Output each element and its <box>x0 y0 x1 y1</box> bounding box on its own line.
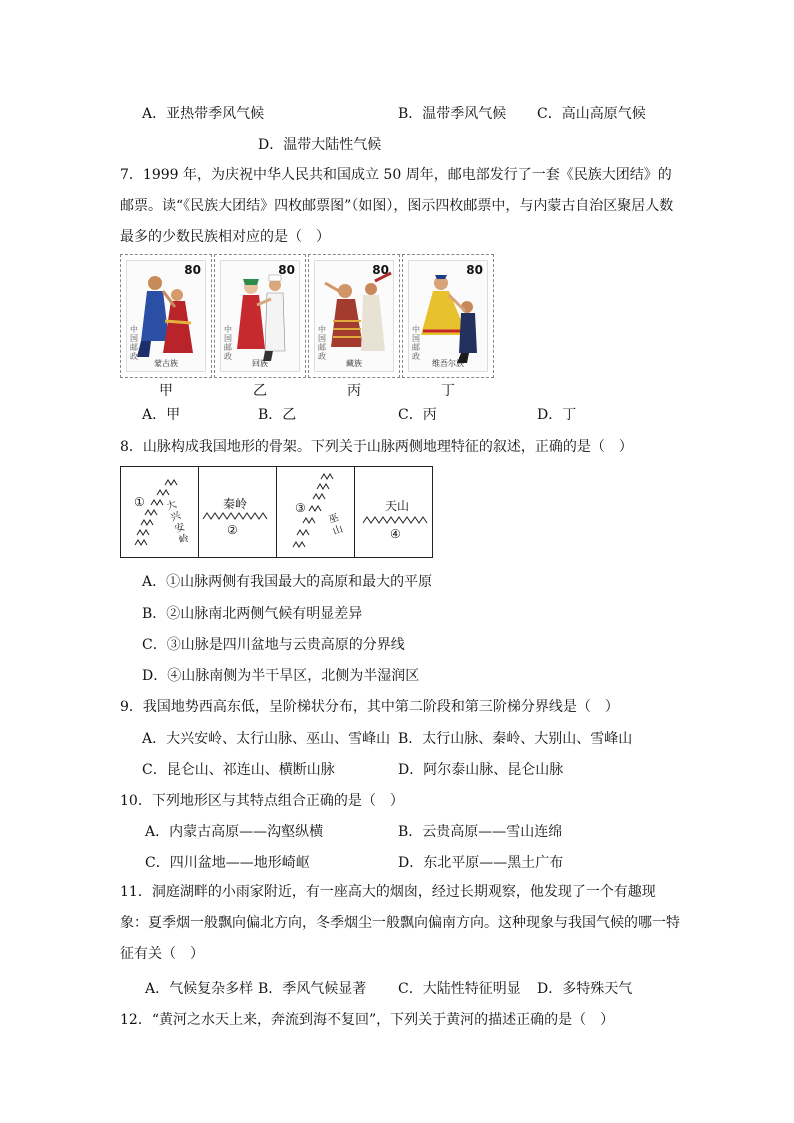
stamp-caption: 丁 <box>441 383 455 399</box>
stamp-mongol <box>120 254 212 378</box>
mountain-2-symbols <box>199 467 277 557</box>
stamp-post-label: 中国邮政 <box>412 325 420 361</box>
mountain-3-name: 巫山 <box>327 512 345 538</box>
q10-option-c: C．四川盆地——地形崎岖 <box>145 855 310 871</box>
stamp-post-label: 中国邮政 <box>130 325 138 361</box>
mountain-1-number: ① <box>134 495 145 509</box>
mountain-1-name: 大兴安岭 <box>165 499 191 547</box>
stamp-post-label: 中国邮政 <box>318 325 326 361</box>
q7-option-c: C．丙 <box>398 407 437 423</box>
q6-option-b: B．温带季风气候 <box>398 106 507 122</box>
mountain-4-name: 天山 <box>385 499 410 513</box>
diagram-cell-2 <box>199 467 277 557</box>
stamp-hui <box>214 254 306 378</box>
stamp-uyghur <box>402 254 494 378</box>
mountain-4-number: ④ <box>390 527 401 541</box>
q9-option-d: D．阿尔泰山脉、昆仑山脉 <box>398 762 564 778</box>
q8-option-a: A．①山脉两侧有我国最大的高原和最大的平原 <box>142 574 433 590</box>
q11-option-b: B．季风气候显著 <box>258 981 367 997</box>
q7-stem: 7．1999 年，为庆祝中华人民共和国成立 50 周年，邮电部发行了一套《民族大团结》的邮票。读“《民族大团结》四枚邮票图”（如图），图示四枚邮票中，与内蒙古自治区聚居人数最多的少数民族相对应的是（ ） <box>120 167 674 245</box>
mountain-range-diagram <box>120 466 433 558</box>
stamp-price: 80 <box>372 263 389 277</box>
diagram-cell-4 <box>355 467 432 557</box>
q9-stem: 9．我国地势西高东低，呈阶梯状分布，其中第二阶段和第三阶梯分界线是（ ） <box>120 699 619 715</box>
q11-option-d: D．多特殊天气 <box>537 981 633 997</box>
stamp-price: 80 <box>466 263 483 277</box>
q6-option-c: C．高山高原气候 <box>537 106 646 122</box>
q12-stem: 12．“黄河之水天上来，奔流到海不复回”，下列关于黄河的描述正确的是（ ） <box>120 1012 615 1028</box>
q7-option-a: A．甲 <box>142 407 181 423</box>
stamp-caption: 乙 <box>253 383 267 399</box>
mountain-2-number: ② <box>227 523 238 537</box>
mountain-4-symbols <box>355 467 432 557</box>
q6-option-a: A．亚热带季风气候 <box>142 106 265 122</box>
stamp-post-label: 中国邮政 <box>224 325 232 361</box>
stamp-ethnic-name: 回族 <box>252 359 268 368</box>
q8-option-b: B．②山脉南北两侧气候有明显差异 <box>142 606 363 622</box>
stamp-price: 80 <box>184 263 201 277</box>
stamp-ethnic-name: 维吾尔族 <box>432 359 464 368</box>
q6-option-d: D．温带大陆性气候 <box>258 137 382 153</box>
q8-stem: 8．山脉构成我国地形的骨架。下列关于山脉两侧地理特征的叙述，正确的是（ ） <box>120 439 633 455</box>
stamp-caption: 甲 <box>159 383 173 399</box>
q11-stem: 11．洞庭湖畔的小雨家附近，有一座高大的烟囱，经过长期观察，他发现了一个有趣现象：夏季烟一般飘向偏北方向，冬季烟尘一般飘向偏南方向。这种现象与我国气候的哪一特征有关（ ） <box>120 884 680 962</box>
q8-option-c: C．③山脉是四川盆地与云贵高原的分界线 <box>142 637 405 653</box>
q9-option-a: A．大兴安岭、太行山脉、巫山、雪峰山 <box>142 731 391 747</box>
q10-option-a: A．内蒙古高原——沟壑纵横 <box>145 824 324 840</box>
q7-option-d: D．丁 <box>537 407 577 423</box>
q11-option-a: A．气候复杂多样 <box>145 981 254 997</box>
mountain-2-name: 秦岭 <box>223 497 248 511</box>
q8-option-d: D．④山脉南侧为半干旱区，北侧为半湿润区 <box>142 668 420 684</box>
q9-option-c: C．昆仑山、祁连山、横断山脉 <box>142 762 335 778</box>
q9-option-b: B．太行山脉、秦岭、大别山、雪峰山 <box>398 731 633 747</box>
mountain-3-number: ③ <box>295 501 306 515</box>
stamp-tibetan <box>308 254 400 378</box>
q10-option-d: D．东北平原——黑土广布 <box>398 855 564 871</box>
q11-option-c: C．大陆性特征明显 <box>398 981 521 997</box>
stamp-price: 80 <box>278 263 295 277</box>
stamp-caption: 丙 <box>347 383 361 399</box>
q10-stem: 10．下列地形区与其特点组合正确的是（ ） <box>120 793 404 809</box>
q10-option-b: B．云贵高原——雪山连绵 <box>398 824 563 840</box>
stamp-ethnic-name: 藏族 <box>346 359 362 368</box>
diagram-cell-1 <box>121 467 199 557</box>
q7-option-b: B．乙 <box>258 407 297 423</box>
mountain-3-symbols <box>277 467 355 557</box>
diagram-cell-3 <box>277 467 355 557</box>
stamp-ethnic-name: 蒙古族 <box>154 359 178 368</box>
